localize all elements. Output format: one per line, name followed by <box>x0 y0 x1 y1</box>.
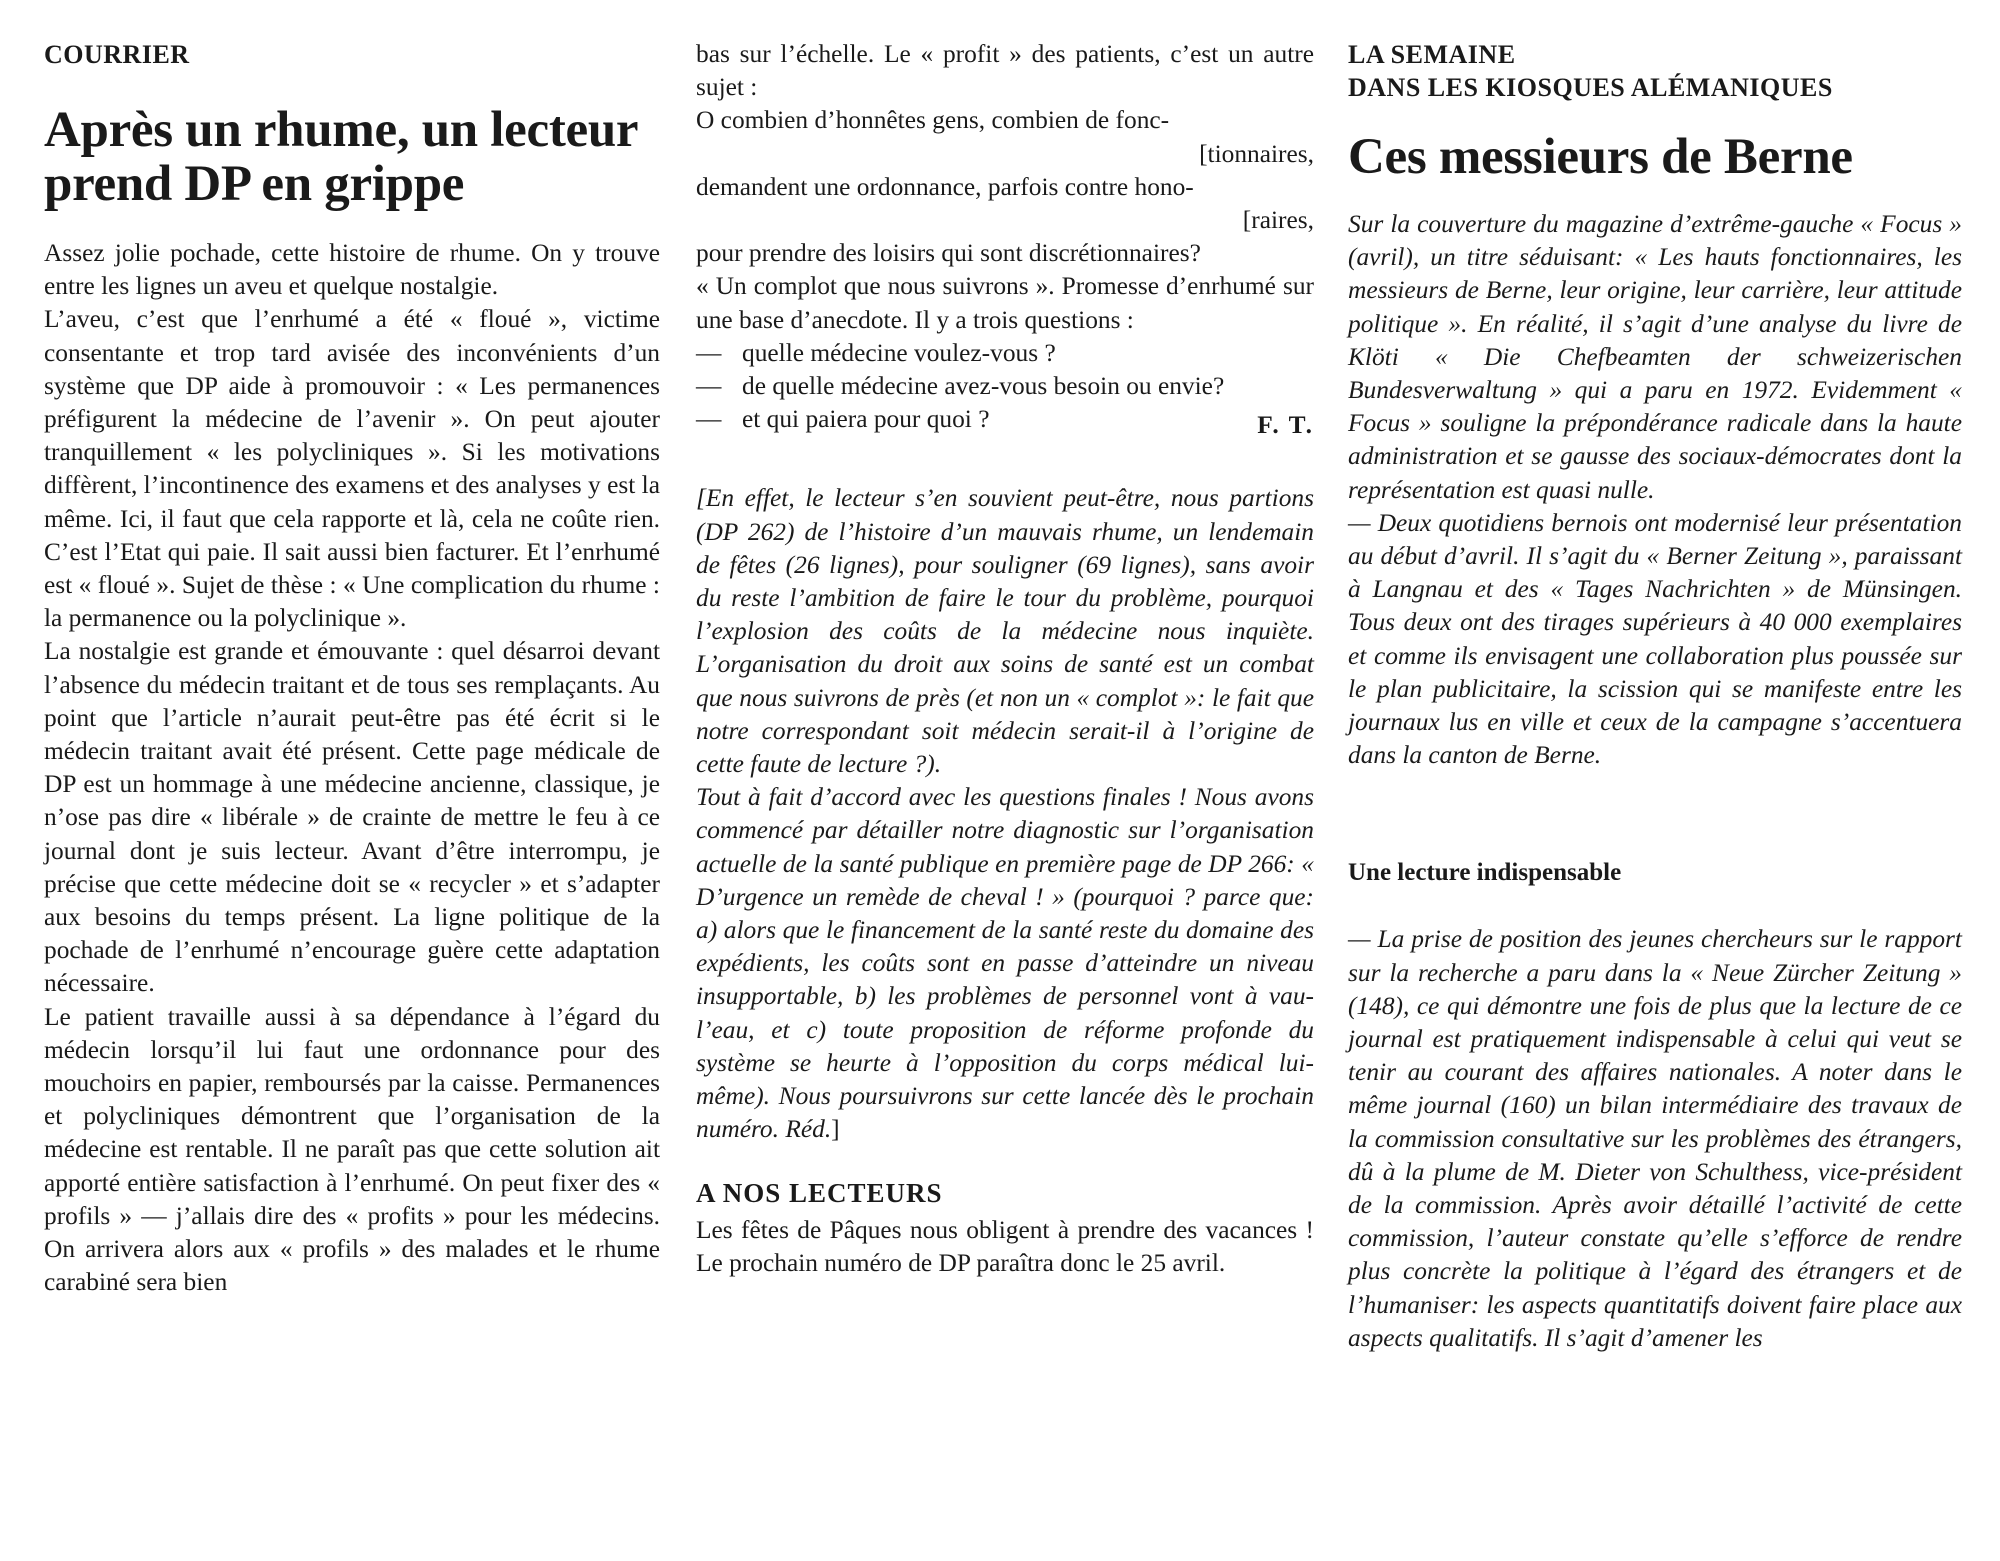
article-body <box>44 237 660 1300</box>
article-headline <box>44 103 660 211</box>
article-body <box>1348 208 1962 772</box>
column-semaine <box>1348 0 1962 1355</box>
kicker-line-1: LA SEMAINE <box>1348 40 1516 69</box>
question-item <box>696 337 1314 370</box>
column-courrier-continued <box>696 0 1314 1280</box>
subheading: Une lecture indispensable <box>1348 859 1622 887</box>
paragraph: Assez jolie pochade, cette histoire de rhume. On y trouve entre les lignes un aveu et quelque nostalgie. <box>44 239 660 301</box>
article-headline: Ces messieurs de Berne <box>1348 129 1853 185</box>
headline-line-2: prend DP en grippe <box>44 156 465 212</box>
question-text: et qui paiera pour quoi ? <box>742 405 990 434</box>
editor-paragraph: [En effet, le lecteur s’en souvient peut-être, nous partions (DP 262) de l’histoire d’un mauvais rhume, un lendemain de fêtes (26 lignes), pour souligner (69 lignes), sans avoir du reste l’ambition de faire le tour du problème, pourquoi l’explosion des coûts de la médecine nous inquiète. L’organisation du droit aux soins de santé est un combat que nous suivrons de près (et non un « complot »: le fait que notre correspondant soit médecin serait-il à l’origine de cette faute de lecture ?). <box>696 484 1314 779</box>
notice-text: Les fêtes de Pâques nous obligent à prendre des vacances ! Le prochain numéro de DP paraîtra donc le 25 avril. <box>696 1215 1314 1277</box>
paragraph: Sur la couverture du magazine d’extrême-gauche « Focus » (avril), un titre séduisant: « Les hauts fonctionnaires, les messieurs de Berne, leur origine, leur carrière, leur attitude politique ». En réalité, il s’agit d’une analyse du livre de Klöti « Die Chefbeamten der schweizerischen Bundesverwaltung » qui a paru en 1972. Evidemment « Focus » souligne la prépondérance radicale dans la haute administration et se gausse des sociaux-démocrates dont la représentation est quasi nulle. <box>1348 210 1962 504</box>
editor-paragraph <box>696 781 1314 1146</box>
editor-text: Tout à fait d’accord avec les questions finales ! Nous avons commencé par détailler notre diagnostic sur l’organisation actuelle de la santé publique en première page de DP 266: « D’urgence un remède de cheval ! » (pourquoi ? parce que: a) alors que le financement de la santé reste du domaine des expédients, les coûts sont en passe d’atteindre un niveau insupportable, b) les problèmes de personnel vont à vau-l’eau, et c) toute proposition de réforme profonde du système se heurte à l’opposition du corps médical lui-même). Nous poursuivrons sur cette lancée dès le prochain numéro. <box>696 783 1314 1144</box>
question-text: de quelle médecine avez-vous besoin ou envie? <box>742 372 1225 401</box>
verse-line-continuation: [raires, <box>1242 206 1314 235</box>
article-continuation <box>696 38 1314 442</box>
dash-marker: — <box>696 405 722 434</box>
headline-line-1: Après un rhume, un lecteur <box>44 102 639 158</box>
author-signature: F. T. <box>1257 411 1314 440</box>
paragraph: — Deux quotidiens bernois ont modernisé leur présentation au début d’avril. Il s’agit du « Berner Zeitung », paraissant à Langnau et des « Tages Nachrichten » de Münsingen. Tous deux ont des tirages supérieurs à 40 000 exemplaires et comme ils envisagent une collaboration plus poussée sur le plan publicitaire, la scission qui se manifeste entre les journaux lus en ville et ceux de la campagne s’accentuera dans la canton de Berne. <box>1348 508 1962 770</box>
verse-line: demandent une ordonnance, parfois contre hono- <box>696 172 1194 201</box>
paragraph: bas sur l’échelle. Le « profit » des patients, c’est un autre sujet : <box>696 40 1314 102</box>
verse <box>696 104 1314 270</box>
notice-title: A NOS LECTEURS <box>696 1177 943 1208</box>
section-kicker <box>1348 38 1962 104</box>
question-item <box>696 370 1314 403</box>
verse-line: pour prendre des loisirs qui sont discrétionnaires? <box>696 239 1201 268</box>
question-text: quelle médecine voulez-vous ? <box>742 338 1056 367</box>
closing-bracket: ] <box>831 1115 840 1144</box>
question-item-last <box>696 403 1314 442</box>
paragraph: — La prise de position des jeunes chercheurs sur le rapport sur la recherche a paru dans la « Neue Zürcher Zeitung » (148), ce qui démontre une fois de plus que la lecture de ce journal est pratiquement indispensable à celui qui veut se tenir au courant des affaires nationales. A noter dans le même journal (160) un bilan intermédiaire des travaux de la commission consultative sur les problèmes des étrangers, dû à la plume de M. Dieter von Schulthess, vice-président de la commission. Après avoir détaillé l’activité de cette commission, l’auteur constate qu’elle s’efforce de rendre plus concrète la politique à l’égard des étrangers et de l’humaniser: les aspects quantitatifs doivent faire place aux aspects qualitatifs. Il s’agit d’amener les <box>1348 925 1962 1352</box>
verse-line-continuation: [tionnaires, <box>1199 139 1314 168</box>
editor-reply <box>696 482 1314 1146</box>
paragraph: « Un complot que nous suivrons ». Promesse d’enrhumé sur une base d’anecdote. Il y a trois questions : <box>696 272 1314 334</box>
editor-signature: Réd. <box>785 1115 832 1144</box>
kicker-line-2: DANS LES KIOSQUES ALÉMANIQUES <box>1348 73 1833 102</box>
paragraph: La nostalgie est grande et émouvante : quel désarroi devant l’absence du médecin traitant et de tous ses remplaçants. Au point que l’article n’aurait peut-être pas été écrit si le médecin traitant avait été présent. Cette page médicale de DP est un hommage à une médecine ancienne, classique, je n’ose pas dire « libérale » de crainte de mettre le feu à ce journal dont je suis lecteur. Avant d’être interrompu, je précise que cette médecine doit se « recycler » et s’adapter aux besoins du temps présent. La ligne politique de la pochade de l’enrhumé n’encourage guère cette adaptation nécessaire. <box>44 637 660 998</box>
paragraph: Le patient travaille aussi à sa dépendance à l’égard du médecin lorsqu’il lui faut une ordonnance pour des mouchoirs en papier, remboursés par la caisse. Permanences et polycliniques démontrent que l’organisation de la médecine est rentable. Il ne paraît pas que cette solution ait apporté entière satisfaction à l’enrhumé. On peut fixer des « profils » — j’allais dire des « profits » pour les médecins. On arrivera alors aux « profils » des malades et le rhume carabiné sera bien <box>44 1002 660 1297</box>
verse-line: O combien d’honnêtes gens, combien de fonc- <box>696 106 1170 135</box>
paragraph: L’aveu, c’est que l’enrhumé a été « floué », victime consentante et trop tard avisée des inconvénients d’un système que DP aide à promouvoir : « Les permanences préfigurent la médecine de l’avenir ». On peut ajouter tranquillement « les polycliniques ». Si les motivations diffèrent, l’incontinence des examens et des analyses y est la même. Ici, il faut que cela rapporte et là, cela ne coûte rien. C’est l’Etat qui paie. Il sait aussi bien facturer. Et l’enrhumé est « floué ». Sujet de thèse : « Une complication du rhume : la permanence ou la polyclinique ». <box>44 305 660 633</box>
section-kicker: COURRIER <box>44 40 190 69</box>
dash-marker: — <box>696 372 722 401</box>
dash-marker: — <box>696 338 722 367</box>
column-courrier <box>44 0 660 1300</box>
notice-box <box>696 1177 1314 1280</box>
